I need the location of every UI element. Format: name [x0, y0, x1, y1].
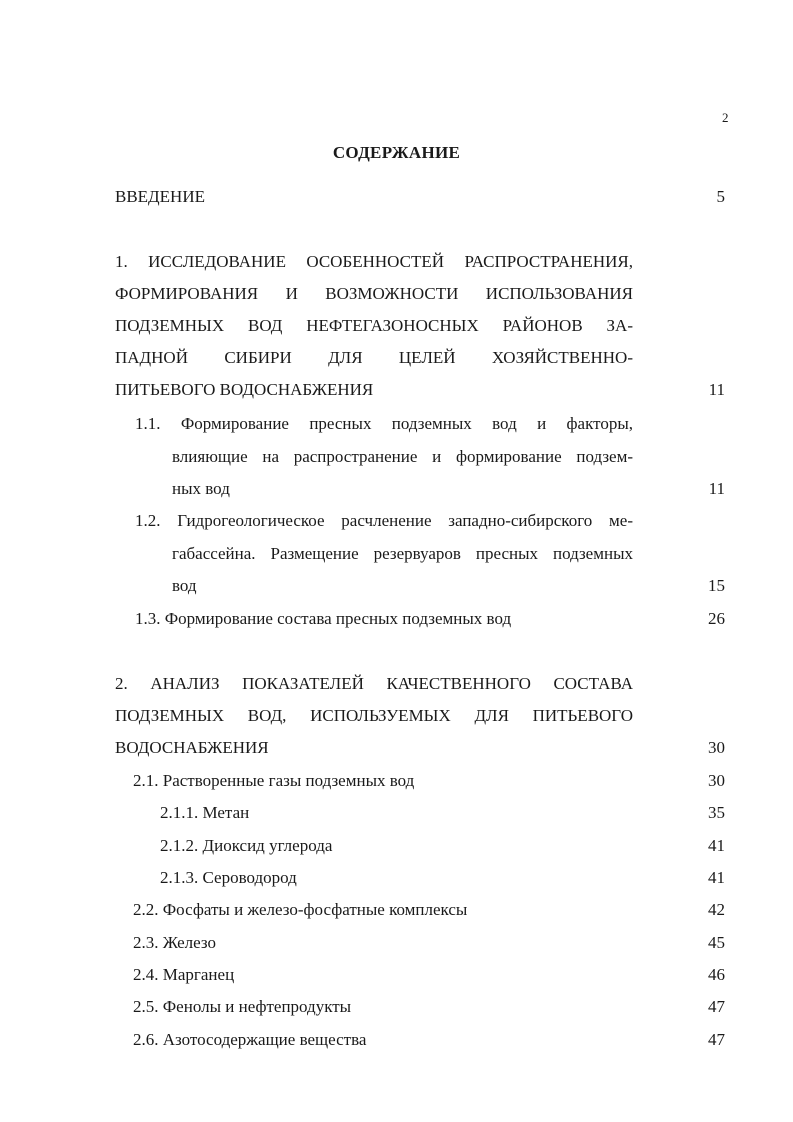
toc-entry-label: 2.1. Растворенные газы подземных вод: [133, 771, 415, 790]
toc-entry-page: 15: [708, 576, 725, 595]
toc-entry-label: 2.1.1. Метан: [160, 803, 250, 822]
toc-entry-page: 41: [708, 836, 725, 855]
toc-entry-page: 47: [708, 997, 725, 1016]
toc-entry-page: 42: [708, 900, 725, 919]
toc-entry-label: 2.6. Азотосодержащие вещества: [133, 1030, 367, 1049]
toc-entry-label: ВВЕДЕНИЕ: [115, 187, 205, 206]
toc-entry-label: 2.1.3. Сероводород: [160, 868, 297, 887]
toc-entry-label: 2.1.2. Диоксид углерода: [160, 836, 333, 855]
toc-entry-label: ПОДЗЕМНЫХ ВОД НЕФТЕГАЗОНОСНЫХ РАЙОНОВ ЗА-: [115, 316, 633, 335]
toc-entry-page: 30: [708, 738, 725, 757]
toc-entry-page: 11: [708, 479, 725, 498]
toc-entry-page: 41: [708, 868, 725, 887]
toc-entry-label: ПОДЗЕМНЫХ ВОД, ИСПОЛЬЗУЕМЫХ ДЛЯ ПИТЬЕВОГО: [115, 706, 633, 725]
toc-entry-label: вод: [172, 576, 197, 595]
toc-entry-label: 1.3. Формирование состава пресных подземных вод: [135, 609, 512, 628]
toc-entry-label: ФОРМИРОВАНИЯ И ВОЗМОЖНОСТИ ИСПОЛЬЗОВАНИЯ: [115, 284, 633, 303]
toc-entry-page: 26: [708, 609, 725, 628]
toc-entry-label: 2.3. Железо: [133, 933, 217, 952]
toc-entry-label: 1.2. Гидрогеологическое расчленение западно-сибирского ме-: [135, 511, 633, 530]
toc-entry-label: 2. АНАЛИЗ ПОКАЗАТЕЛЕЙ КАЧЕСТВЕННОГО СОСТАВА: [115, 674, 633, 693]
toc-entry-label: ПАДНОЙ СИБИРИ ДЛЯ ЦЕЛЕЙ ХОЗЯЙСТВЕННО-: [115, 348, 633, 367]
toc-entry-page: 35: [708, 803, 725, 822]
toc-entry-label: ПИТЬЕВОГО ВОДОСНАБЖЕНИЯ: [115, 380, 374, 399]
toc-entry-label: 2.2. Фосфаты и железо-фосфатные комплексы: [133, 900, 468, 919]
toc-entry-page: 47: [708, 1030, 725, 1049]
toc-entry-label: влияющие на распространение и формирование подзем-: [172, 447, 633, 466]
toc-entry-label: 1. ИССЛЕДОВАНИЕ ОСОБЕННОСТЕЙ РАСПРОСТРАНЕНИЯ,: [115, 252, 633, 271]
toc-entry-label: габассейна. Размещение резервуаров пресных подземных: [172, 544, 633, 563]
toc-entry-page: 5: [716, 187, 725, 206]
toc-entry-page: 46: [708, 965, 725, 984]
toc-entry-label: ВОДОСНАБЖЕНИЯ: [115, 738, 269, 757]
toc-entry-page: 45: [708, 933, 725, 952]
toc-entry-page: 11: [708, 380, 725, 399]
toc-entry-page: 30: [708, 771, 725, 790]
page-number: 2: [722, 110, 729, 125]
toc-entry-label: ных вод: [172, 479, 230, 498]
toc-entry-label: 1.1. Формирование пресных подземных вод и факторы,: [135, 414, 633, 433]
toc-entry-label: 2.5. Фенолы и нефтепродукты: [133, 997, 352, 1016]
page-title: СОДЕРЖАНИЕ: [332, 143, 461, 162]
toc-entry-label: 2.4. Марганец: [133, 965, 235, 984]
